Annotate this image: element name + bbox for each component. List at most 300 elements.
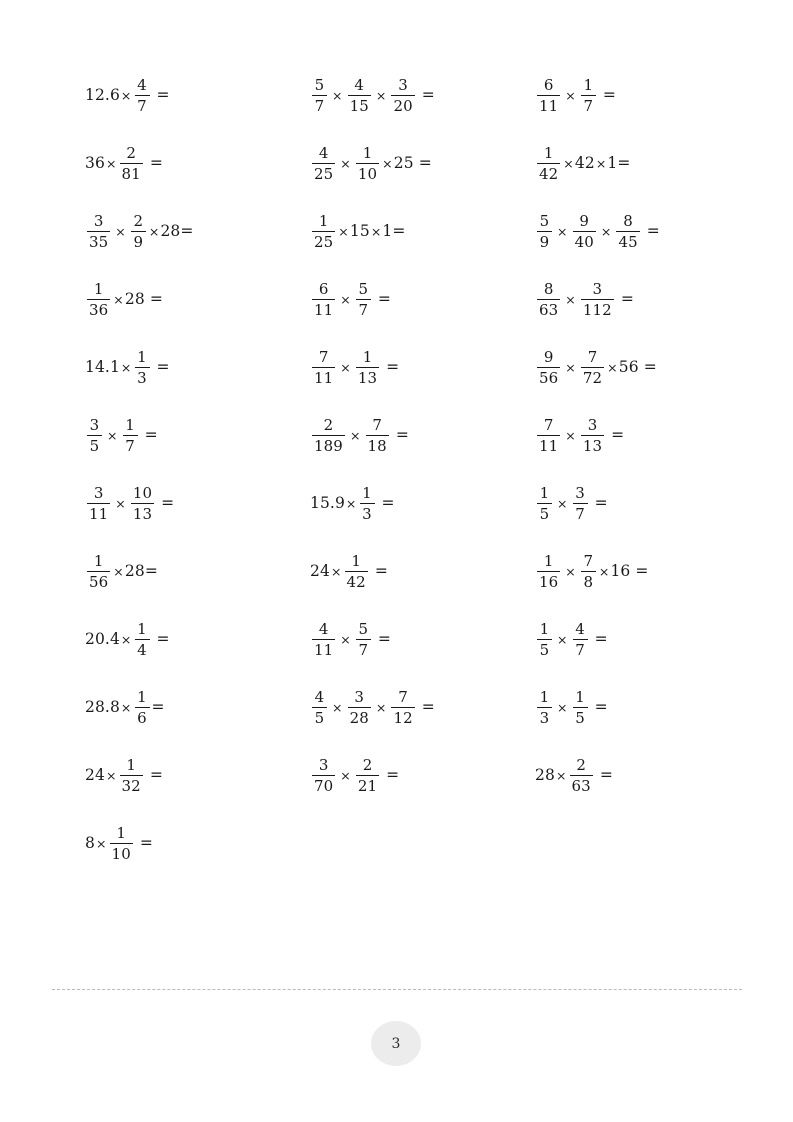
fraction-bar — [581, 95, 596, 96]
multiplication-operator: × — [565, 292, 576, 308]
fraction — [312, 349, 335, 385]
equals-sign: = — [594, 698, 608, 717]
fraction-numerator: 5 — [314, 76, 325, 95]
fraction — [135, 689, 150, 725]
fraction — [135, 349, 150, 385]
fraction-numerator: 5 — [539, 212, 550, 231]
fraction — [537, 281, 560, 317]
fraction — [391, 689, 414, 725]
fraction-denominator: 11 — [539, 96, 559, 115]
fraction-denominator: 3 — [362, 504, 372, 523]
math-problem — [85, 486, 310, 522]
multiplication-operator: × — [332, 88, 343, 104]
fraction-numerator: 4 — [575, 620, 585, 639]
fraction-bar — [570, 775, 593, 776]
fraction-bar — [391, 95, 414, 96]
math-problem — [310, 418, 535, 454]
equals-sign: = — [599, 766, 613, 785]
multiplication-operator: × — [113, 292, 124, 308]
fraction-denominator: 7 — [575, 504, 585, 523]
fraction-bar — [135, 639, 150, 640]
fraction-denominator: 15 — [349, 96, 369, 115]
fraction-numerator: 3 — [587, 416, 598, 435]
fraction-denominator: 11 — [539, 436, 559, 455]
multiplication-operator: × — [375, 88, 387, 104]
multiplication-operator: × — [557, 224, 568, 240]
multiplication-operator: × — [107, 428, 118, 444]
fraction-denominator: 63 — [571, 776, 591, 795]
multiplication-operator: × — [563, 156, 574, 172]
fraction-denominator: 10 — [111, 844, 131, 863]
fraction — [573, 689, 588, 725]
equals-sign: = — [395, 426, 409, 445]
equals-sign: = — [392, 222, 406, 241]
math-problem — [85, 690, 310, 726]
fraction — [120, 757, 143, 793]
fraction-denominator: 25 — [314, 164, 334, 183]
fraction-numerator: 2 — [133, 212, 144, 231]
fraction — [537, 485, 552, 521]
multiplication-operator: × — [607, 360, 618, 376]
fraction-numerator: 4 — [318, 144, 329, 163]
fraction-bar — [110, 843, 133, 844]
fraction-denominator: 25 — [314, 232, 334, 251]
fraction-bar — [581, 367, 604, 368]
math-problem — [535, 214, 760, 250]
equals-sign: = — [161, 494, 175, 513]
fraction-bar — [537, 299, 560, 300]
number-operand: 24 — [310, 562, 330, 581]
multiplication-operator: × — [349, 428, 361, 444]
number-operand: 28 — [160, 222, 181, 241]
fraction — [366, 417, 389, 453]
fraction-numerator: 1 — [116, 824, 127, 843]
fraction-bar — [356, 639, 371, 640]
fraction-bar — [120, 775, 143, 776]
math-problem — [535, 146, 760, 182]
fraction-denominator: 32 — [121, 776, 141, 795]
fraction-bar — [573, 707, 588, 708]
fraction — [537, 77, 560, 113]
fraction-numerator: 4 — [137, 76, 147, 95]
number-operand: 25 — [393, 154, 414, 173]
fraction-numerator: 9 — [579, 212, 590, 231]
fraction-bar — [123, 435, 138, 436]
fraction — [312, 145, 335, 181]
math-problem — [85, 622, 310, 658]
fraction-bar — [391, 707, 414, 708]
multiplication-operator: × — [120, 360, 132, 376]
fraction — [573, 485, 588, 521]
multiplication-operator: × — [555, 768, 567, 784]
fraction-bar — [573, 639, 588, 640]
equals-sign: = — [386, 766, 400, 785]
fraction-numerator: 5 — [358, 620, 369, 639]
fraction-numerator: 1 — [543, 552, 554, 571]
number-operand: 56 — [618, 358, 639, 377]
fraction-bar — [581, 435, 604, 436]
multiplication-operator: × — [340, 632, 351, 648]
fraction-bar — [131, 231, 146, 232]
fraction-denominator: 7 — [358, 300, 369, 319]
fraction-numerator: 7 — [587, 348, 598, 367]
equals-sign: = — [139, 834, 153, 853]
fraction-numerator: 5 — [358, 280, 369, 299]
fraction — [312, 417, 345, 453]
fraction-bar — [87, 503, 110, 504]
fraction-denominator: 5 — [539, 504, 550, 523]
fraction-numerator: 1 — [539, 688, 550, 707]
fraction-numerator: 6 — [318, 280, 329, 299]
equals-sign: = — [421, 86, 435, 105]
fraction-denominator: 189 — [314, 436, 343, 455]
math-problem — [535, 418, 760, 454]
number-operand: 28 — [535, 766, 555, 785]
fraction-numerator: 9 — [543, 348, 554, 367]
multiplication-operator: × — [598, 564, 610, 580]
equals-sign: = — [149, 766, 163, 785]
fraction-numerator: 1 — [125, 416, 135, 435]
math-problem — [535, 350, 760, 386]
fraction-numerator: 3 — [93, 212, 104, 231]
fraction-denominator: 28 — [349, 708, 369, 727]
fraction-numerator: 3 — [398, 76, 408, 95]
fraction-numerator: 1 — [575, 688, 585, 707]
fraction-bar — [537, 707, 552, 708]
math-problem — [310, 282, 535, 318]
fraction-denominator: 3 — [539, 708, 550, 727]
math-problem — [85, 282, 310, 318]
fraction-bar — [312, 639, 335, 640]
fraction-bar — [87, 231, 110, 232]
math-problem — [310, 758, 535, 794]
fraction-numerator: 2 — [323, 416, 334, 435]
fraction-bar — [87, 435, 102, 436]
fraction-numerator: 3 — [354, 688, 365, 707]
fraction — [573, 213, 596, 249]
fraction-denominator: 5 — [89, 436, 100, 455]
multiplication-operator: × — [113, 564, 124, 580]
number-operand: 1 — [382, 222, 393, 241]
fraction-denominator: 6 — [137, 708, 147, 727]
fraction-bar — [87, 299, 110, 300]
equals-sign: = — [156, 358, 170, 377]
fraction-numerator: 3 — [592, 280, 603, 299]
number-operand: 1 — [607, 154, 618, 173]
fraction-denominator: 4 — [137, 640, 147, 659]
multiplication-operator: × — [340, 156, 351, 172]
equals-sign: = — [602, 86, 616, 105]
fraction — [348, 689, 371, 725]
fraction-numerator: 1 — [126, 756, 136, 775]
multiplication-operator: × — [557, 700, 568, 716]
fraction-bar — [581, 299, 614, 300]
equals-sign: = — [635, 562, 649, 581]
fraction-bar — [356, 299, 371, 300]
fraction-bar — [120, 163, 143, 164]
math-problem — [310, 146, 535, 182]
multiplication-operator: × — [595, 156, 607, 172]
fraction-numerator: 10 — [132, 484, 153, 503]
fraction — [537, 553, 560, 589]
fraction-bar — [356, 367, 379, 368]
multiplication-operator: × — [332, 700, 343, 716]
multiplication-operator: × — [120, 632, 132, 648]
fraction — [135, 77, 150, 113]
fraction-denominator: 8 — [583, 572, 594, 591]
fraction-denominator: 9 — [133, 232, 144, 251]
equals-sign: = — [149, 154, 163, 173]
fraction-denominator: 13 — [582, 436, 603, 455]
fraction — [537, 213, 552, 249]
math-problem — [85, 350, 310, 386]
multiplication-operator: × — [340, 292, 351, 308]
fraction — [537, 145, 560, 181]
fraction — [312, 621, 335, 657]
fraction — [537, 349, 560, 385]
fraction-denominator: 9 — [539, 232, 550, 251]
fraction-bar — [573, 503, 588, 504]
fraction-denominator: 10 — [357, 164, 378, 183]
fraction-numerator: 4 — [318, 620, 329, 639]
multiplication-operator: × — [148, 224, 160, 240]
math-problem — [310, 554, 535, 590]
fraction-denominator: 7 — [137, 96, 147, 115]
equals-sign: = — [377, 630, 391, 649]
equals-sign: = — [156, 630, 170, 649]
equals-sign: = — [617, 154, 631, 173]
equals-sign: = — [646, 222, 660, 241]
equals-sign: = — [611, 426, 625, 445]
fraction-numerator: 2 — [126, 144, 136, 163]
number-operand: 15.9 — [310, 494, 345, 513]
multiplication-operator: × — [375, 700, 387, 716]
equals-sign: = — [374, 562, 388, 581]
fraction-denominator: 5 — [314, 708, 325, 727]
equals-sign: = — [643, 358, 657, 377]
equals-sign: = — [144, 426, 158, 445]
multiplication-operator: × — [565, 564, 576, 580]
math-problem — [535, 622, 760, 658]
fraction-denominator: 7 — [358, 640, 369, 659]
fraction-bar — [312, 775, 335, 776]
math-problem — [85, 826, 310, 862]
math-problem — [85, 554, 310, 590]
fraction-numerator: 8 — [543, 280, 554, 299]
fraction-denominator: 70 — [314, 776, 334, 795]
multiplication-operator: × — [345, 496, 357, 512]
fraction — [312, 213, 335, 249]
fraction-bar — [348, 95, 371, 96]
page-number-label: 3 — [391, 1035, 401, 1052]
fraction-denominator: 11 — [89, 504, 109, 523]
fraction-numerator: 2 — [362, 756, 373, 775]
equals-sign: = — [180, 222, 194, 241]
fraction — [573, 621, 588, 657]
fraction — [360, 485, 375, 521]
fraction — [131, 485, 154, 521]
fraction-denominator: 13 — [357, 368, 378, 387]
number-operand: 8 — [85, 834, 95, 853]
fraction-bar — [537, 367, 560, 368]
math-problem — [535, 690, 760, 726]
equals-sign: = — [594, 630, 608, 649]
fraction — [87, 485, 110, 521]
fraction-numerator: 1 — [137, 620, 147, 639]
equals-sign: = — [620, 290, 634, 309]
fraction-numerator: 1 — [362, 484, 372, 503]
fraction-bar — [312, 435, 345, 436]
fraction-bar — [87, 571, 110, 572]
fraction-denominator: 36 — [89, 300, 109, 319]
multiplication-operator: × — [120, 88, 132, 104]
fraction-denominator: 63 — [539, 300, 559, 319]
fraction — [348, 77, 371, 113]
multiplication-operator: × — [557, 632, 568, 648]
fraction — [87, 417, 102, 453]
fraction-denominator: 7 — [583, 96, 594, 115]
fraction-denominator: 18 — [367, 436, 387, 455]
fraction-bar — [312, 95, 327, 96]
fraction-denominator: 72 — [582, 368, 603, 387]
fraction-denominator: 12 — [393, 708, 413, 727]
math-problem — [535, 554, 760, 590]
fraction-numerator: 4 — [354, 76, 365, 95]
math-problem — [535, 78, 760, 114]
fraction-numerator: 1 — [93, 280, 104, 299]
fraction-denominator: 16 — [539, 572, 559, 591]
footer-divider — [52, 989, 742, 990]
math-problem — [310, 78, 535, 114]
fraction-bar — [135, 367, 150, 368]
fraction-denominator: 11 — [314, 368, 334, 387]
fraction-numerator: 1 — [137, 688, 147, 707]
fraction-bar — [312, 707, 327, 708]
fraction-denominator: 5 — [575, 708, 585, 727]
equals-sign: = — [418, 154, 432, 173]
math-problem — [310, 690, 535, 726]
multiplication-operator: × — [105, 768, 117, 784]
multiplication-operator: × — [565, 428, 576, 444]
fraction-denominator: 7 — [314, 96, 325, 115]
math-problem — [310, 214, 535, 250]
fraction — [356, 145, 379, 181]
fraction — [581, 77, 596, 113]
problem-grid — [85, 62, 765, 878]
fraction — [345, 553, 368, 589]
fraction — [312, 757, 335, 793]
multiplication-operator: × — [120, 700, 132, 716]
fraction-numerator: 1 — [362, 348, 373, 367]
multiplication-operator: × — [370, 224, 382, 240]
number-operand: 15 — [349, 222, 370, 241]
fraction — [537, 621, 552, 657]
math-problem — [85, 758, 310, 794]
multiplication-operator: × — [565, 88, 576, 104]
fraction-numerator: 7 — [318, 348, 329, 367]
fraction-bar — [312, 163, 335, 164]
equals-sign: = — [144, 562, 158, 581]
fraction-bar — [537, 571, 560, 572]
fraction-denominator: 7 — [575, 640, 585, 659]
fraction-bar — [537, 95, 560, 96]
multiplication-operator: × — [330, 564, 342, 580]
fraction-numerator: 3 — [318, 756, 329, 775]
number-operand: 12.6 — [85, 86, 120, 105]
fraction-numerator: 2 — [576, 756, 586, 775]
multiplication-operator: × — [565, 360, 576, 376]
fraction-bar — [360, 503, 375, 504]
fraction-bar — [616, 231, 639, 232]
fraction — [616, 213, 639, 249]
multiplication-operator: × — [95, 836, 107, 852]
fraction — [581, 417, 604, 453]
multiplication-operator: × — [382, 156, 393, 172]
fraction — [570, 757, 593, 793]
fraction-numerator: 1 — [583, 76, 594, 95]
fraction — [87, 281, 110, 317]
fraction-numerator: 6 — [543, 76, 554, 95]
math-problem — [310, 350, 535, 386]
fraction-denominator: 42 — [346, 572, 366, 591]
math-problem — [310, 486, 535, 522]
fraction-bar — [537, 503, 552, 504]
math-problem — [85, 146, 310, 182]
equals-sign: = — [156, 86, 170, 105]
fraction-denominator: 81 — [121, 164, 141, 183]
multiplication-operator: × — [340, 768, 351, 784]
fraction-denominator: 7 — [125, 436, 135, 455]
fraction-denominator: 45 — [618, 232, 638, 251]
fraction-bar — [573, 231, 596, 232]
fraction — [123, 417, 138, 453]
fraction-numerator: 1 — [362, 144, 373, 163]
fraction — [312, 281, 335, 317]
fraction-denominator: 20 — [393, 96, 413, 115]
fraction-bar — [537, 639, 552, 640]
fraction — [356, 349, 379, 385]
fraction-numerator: 7 — [372, 416, 382, 435]
fraction — [581, 281, 614, 317]
math-problem — [85, 78, 310, 114]
number-operand: 28.8 — [85, 698, 120, 717]
fraction-numerator: 8 — [623, 212, 633, 231]
multiplication-operator: × — [338, 224, 349, 240]
fraction — [120, 145, 143, 181]
number-operand: 42 — [574, 154, 595, 173]
fraction-numerator: 7 — [398, 688, 408, 707]
fraction — [87, 213, 110, 249]
number-operand: 14.1 — [85, 358, 120, 377]
equals-sign: = — [421, 698, 435, 717]
fraction-bar — [356, 163, 379, 164]
equals-sign: = — [149, 290, 163, 309]
fraction-bar — [312, 367, 335, 368]
fraction-bar — [135, 95, 150, 96]
fraction-denominator: 11 — [314, 300, 334, 319]
fraction-numerator: 3 — [575, 484, 585, 503]
fraction — [537, 689, 552, 725]
number-operand: 28 — [124, 562, 145, 581]
number-operand: 16 — [610, 562, 631, 581]
fraction-denominator: 21 — [357, 776, 378, 795]
number-operand: 24 — [85, 766, 105, 785]
fraction — [135, 621, 150, 657]
page-number-badge — [371, 1021, 421, 1066]
fraction-bar — [312, 299, 335, 300]
equals-sign: = — [594, 494, 608, 513]
multiplication-operator: × — [115, 496, 126, 512]
